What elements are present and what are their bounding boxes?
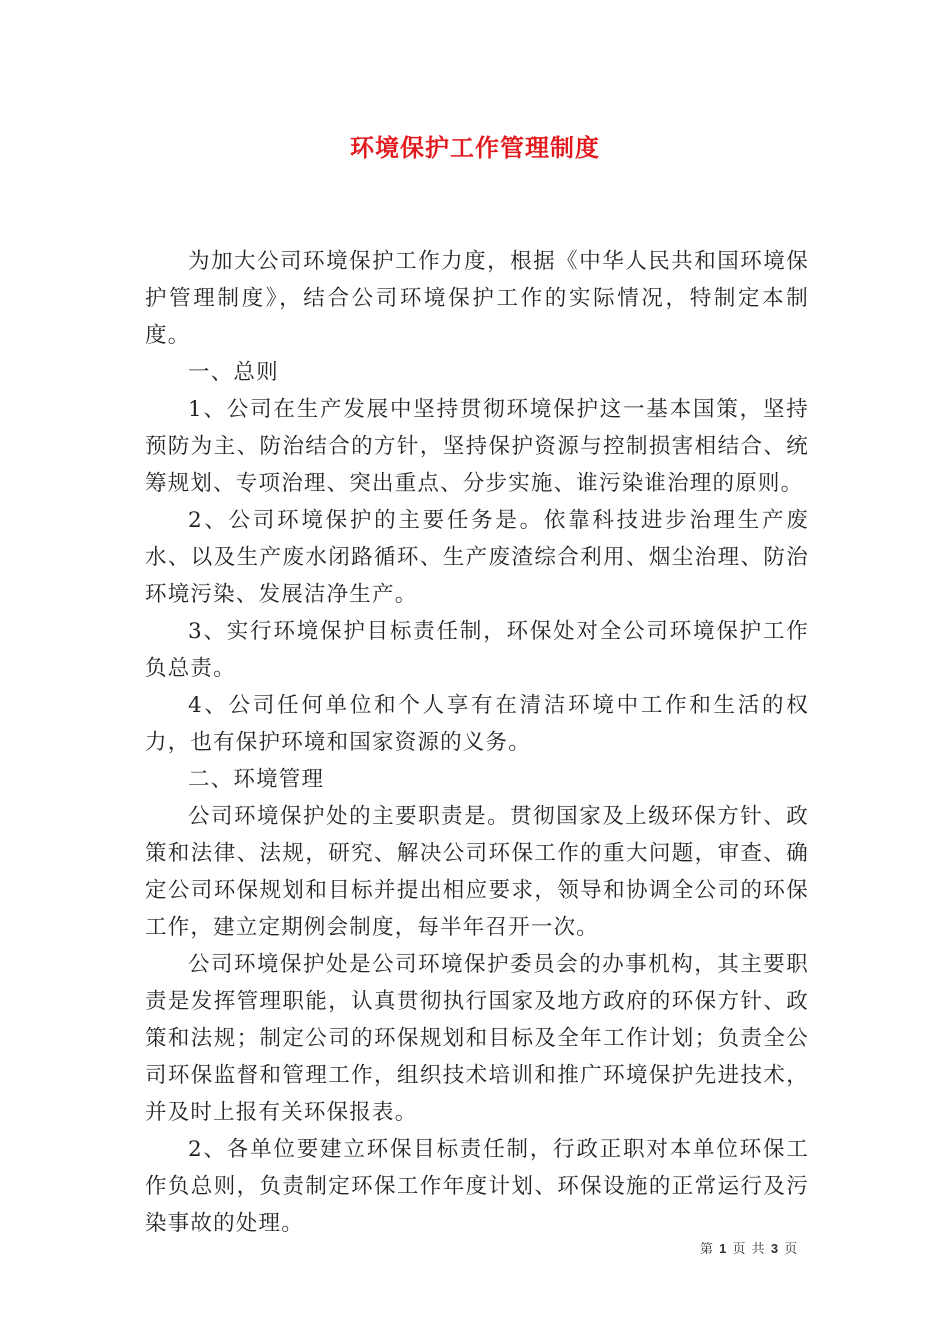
clause-paragraph: 2、公司环境保护的主要任务是。依靠科技进步治理生产废水、以及生产废水闭路循环、生产废渣综合利用、烟尘治理、防治环境污染、发展洁净生产。 bbox=[145, 508, 809, 607]
clause-paragraph: 公司环境保护处的主要职责是。贯彻国家及上级环保方针、政策和法律、法规，研究、解决公司环保工作的重大问题，审查、确定公司环保规划和目标并提出相应要求，领导和协调全公司的环保工作，建立定期例会制度，每半年召开一次。 bbox=[145, 804, 809, 940]
footer-suffix: 页 bbox=[784, 1242, 799, 1257]
clause-paragraph: 公司环境保护处是公司环境保护委员会的办事机构，其主要职责是发挥管理职能，认真贯彻执行国家及地方政府的环保方针、政策和法规；制定公司的环保规划和目标及全年工作计划；负责全公司环保监督和管理工作，组织技术培训和推广环境保护先进技术，并及时上报有关环保报表。 bbox=[145, 952, 809, 1125]
clause-paragraph: 4、公司任何单位和个人享有在清洁环境中工作和生活的权力，也有保护环境和国家资源的义务。 bbox=[145, 693, 809, 755]
clause-paragraph: 3、实行环境保护目标责任制，环保处对全公司环境保护工作负总责。 bbox=[145, 619, 809, 681]
current-page-number: 1 bbox=[719, 1241, 728, 1256]
clause-paragraph: 1、公司在生产发展中坚持贯彻环境保护这一基本国策，坚持预防为主、防治结合的方针，坚持保护资源与控制损害相结合、统筹规划、专项治理、突出重点、分步实施、谁污染谁治理的原则。 bbox=[145, 397, 809, 496]
total-page-count: 3 bbox=[770, 1241, 780, 1256]
document-title: 环境保护工作管理制度 bbox=[350, 133, 600, 162]
section-heading-management: 二、环境管理 bbox=[188, 767, 325, 792]
intro-paragraph: 为加大公司环境保护工作力度，根据《中华人民共和国环境保护管理制度》，结合公司环境保护工作的实际情况，特制定本制度。 bbox=[145, 249, 809, 348]
section-heading-general: 一、总则 bbox=[188, 360, 279, 385]
footer-middle: 页 共 bbox=[732, 1242, 766, 1257]
document-body bbox=[145, 243, 809, 1242]
footer-prefix: 第 bbox=[700, 1242, 715, 1257]
clause-paragraph: 2、各单位要建立环保目标责任制，行政正职对本单位环保工作负总则，负责制定环保工作年度计划、环保设施的正常运行及污染事故的处理。 bbox=[145, 1137, 809, 1236]
page-number-footer bbox=[700, 1238, 820, 1257]
